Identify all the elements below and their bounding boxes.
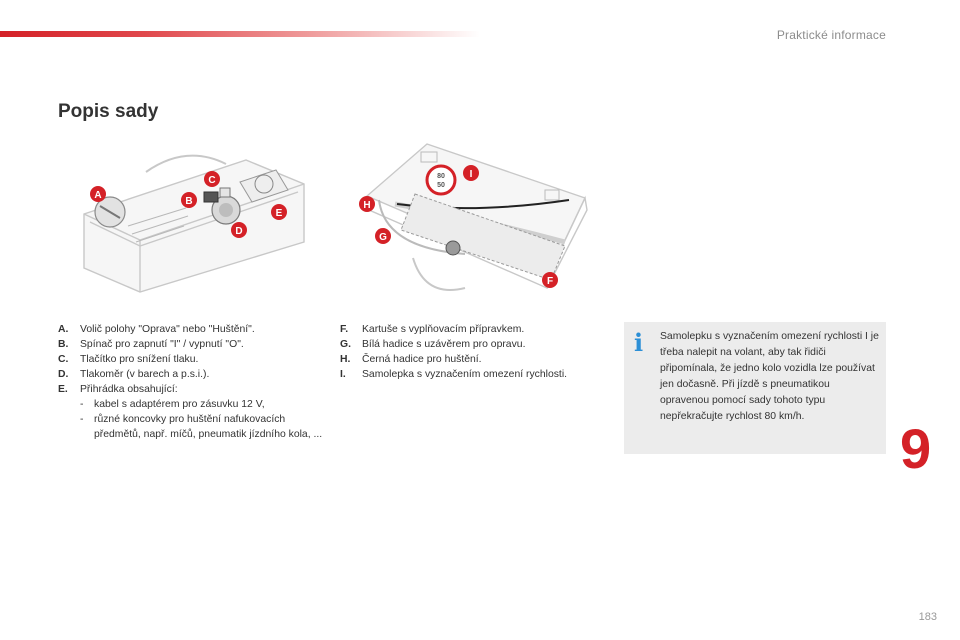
legend-item-i: I. Samolepka s vyznačením omezení rychlosti.	[340, 369, 568, 380]
legend-item-b: B. Spínač pro zapnutí "I" / vypnutí "O".	[58, 339, 244, 350]
svg-text:B: B	[185, 196, 193, 207]
svg-text:E: E	[275, 208, 283, 219]
callout-c	[204, 171, 220, 187]
info-text: Samolepku s vyznačením omezení rychlosti I je třeba nalepit na volant, aby tak řidiči připomínala, že jedno kolo vozidla lze používat jen dočasně. Při jízdě s pneumatikou opravenou pomocí sady tohoto typu nepřekračujte rychlost 80 km/h.	[660, 331, 879, 422]
callout-b	[181, 192, 197, 208]
legend-item-d: D. Tlakoměr (v barech a p.s.i.).	[58, 369, 210, 380]
callout-f	[542, 272, 558, 288]
svg-text:G: G	[379, 232, 387, 243]
callout-h	[359, 196, 375, 212]
page-number: 183	[918, 611, 937, 623]
svg-text:D: D	[235, 226, 243, 237]
info-box	[624, 322, 886, 454]
svg-text:I: I	[469, 169, 473, 180]
callout-g	[375, 228, 391, 244]
header-accent-bar	[0, 31, 480, 37]
legend-item-g: G. Bílá hadice s uzávěrem pro opravu.	[340, 339, 526, 350]
svg-text:F: F	[546, 276, 554, 287]
info-icon: i	[634, 328, 644, 357]
legend-item-a: A. Volič polohy "Oprava" nebo "Huštění".	[58, 324, 255, 335]
legend-item-h: H. Černá hadice pro huštění.	[340, 354, 482, 365]
legend-item-e: E. Přihrádka obsahující:	[58, 384, 178, 395]
legend-item-f: F. Kartuše s vyplňovacím přípravkem.	[340, 324, 525, 335]
callout-i	[463, 165, 479, 181]
legend-right	[340, 322, 580, 382]
compressor-kit-bottom-illustration	[355, 138, 595, 298]
svg-text:80: 80	[437, 173, 445, 180]
svg-text:H: H	[363, 200, 371, 211]
section-title: Popis sady	[58, 101, 159, 122]
compressor-kit-illustration	[76, 150, 312, 294]
speed-sticker	[427, 166, 455, 194]
callout-a	[90, 186, 106, 202]
callout-d	[231, 222, 247, 238]
svg-text:C: C	[208, 175, 216, 186]
chapter-number: 9	[900, 417, 932, 480]
legend-subitem: - kabel s adaptérem pro zásuvku 12 V,	[80, 399, 265, 410]
legend-item-c: C. Tlačítko pro snížení tlaku.	[58, 354, 199, 365]
chapter-title: Praktické informace	[776, 28, 886, 42]
svg-text:50: 50	[437, 182, 445, 189]
svg-text:A: A	[94, 190, 102, 201]
legend-left	[58, 322, 328, 442]
callout-e	[271, 204, 287, 220]
legend-subitem: - různé koncovky pro huštění nafukovacích předmětů, např. míčů, pneumatik jízdního kola, ...	[80, 414, 323, 440]
